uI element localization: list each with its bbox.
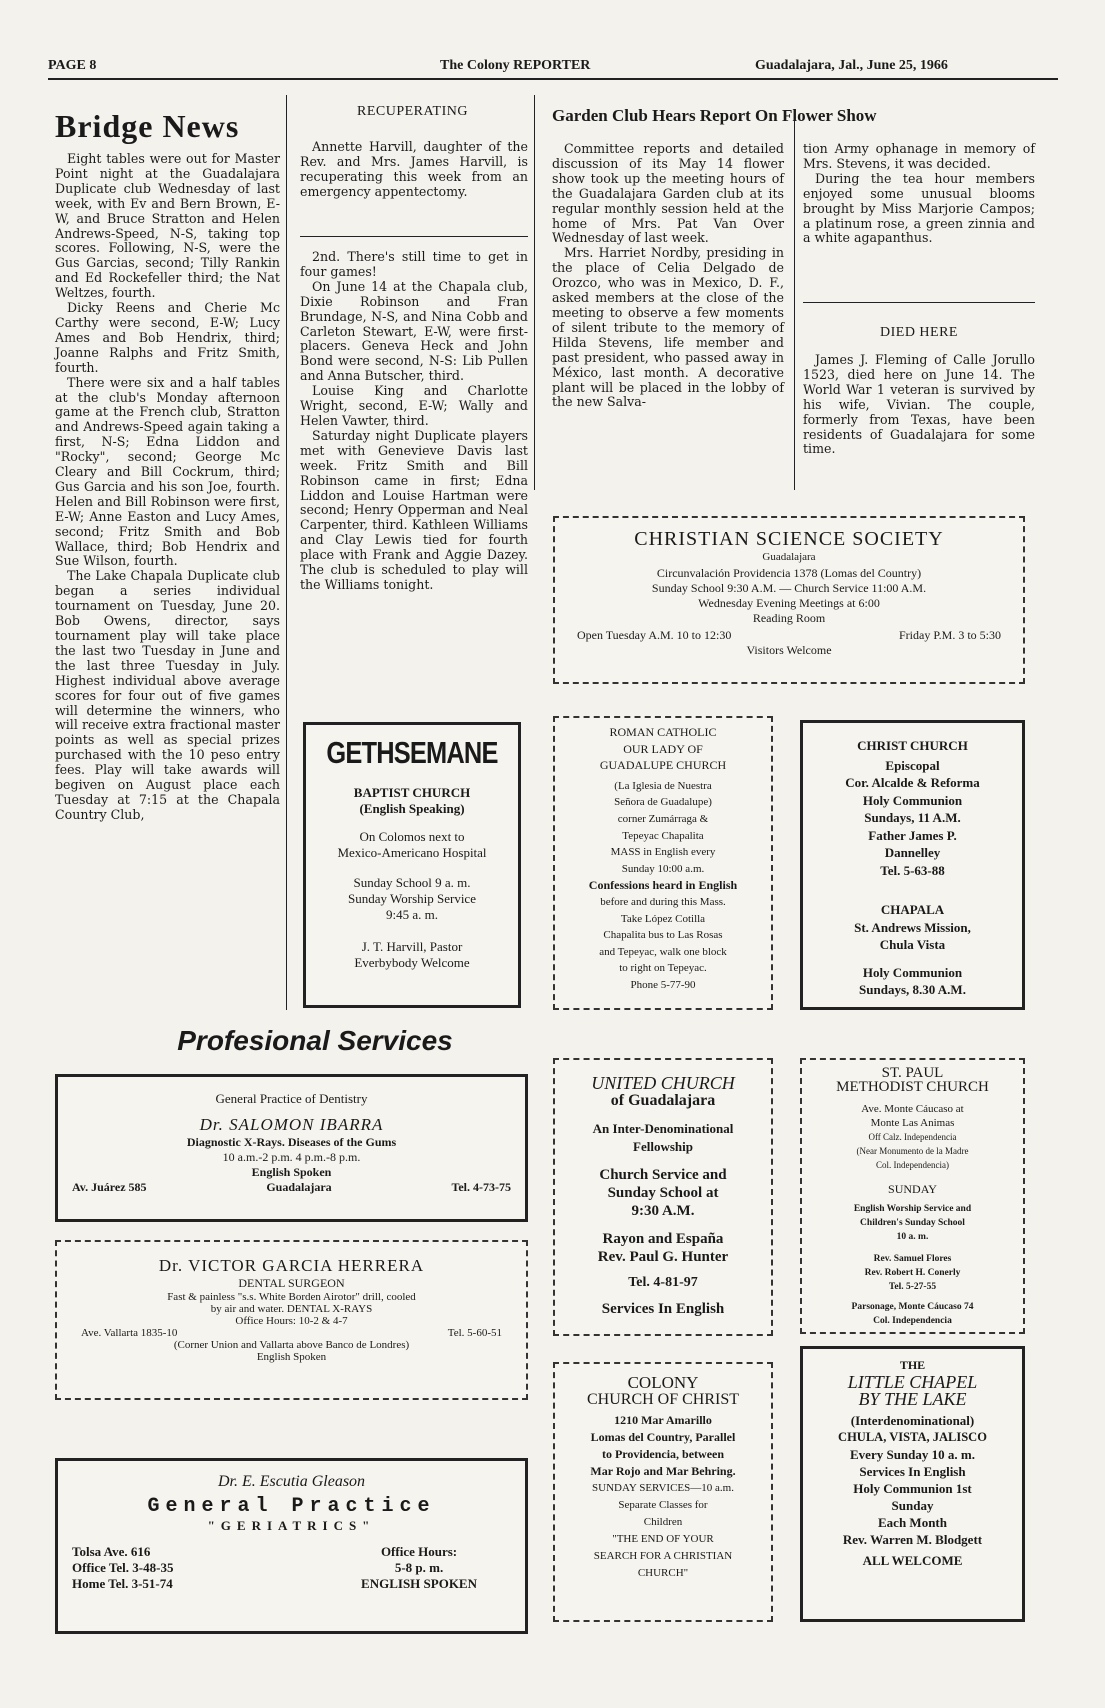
paragraph: The Lake Chapala Duplicate club began a series individual tournament on Tuesday, June 20. Bob Owens, director, says tournament play will take place the last two Tuesday in June and the last three Tuesday in July. Highest individual above average scores for four out of five games will determine the winners, who will receive extra fractional master points as well as special prizes purchased with the 10 peso entry fees. Play will take awards will begiven on August place each Tuesday at 7:15 at the Chapala Country Club, [55,568,280,822]
ad-line: SUNDAY [888,1182,937,1196]
ad-line: by air and water. DENTAL X-RAYS [210,1303,373,1315]
ad-line: CHRIST CHURCH [857,738,968,753]
ad-line: Episcopal [885,757,940,773]
died-here-title: DIED HERE [880,325,958,340]
paragraph: Mrs. Harriet Nordby, presiding in the place of Celia Delgado de Orozco, who was in Mexico, D. F., asked members at the close of the meeting to observe a few moments of silent tribute to the memory of Hilda Stevens, life member and past president, who passed away in México, last month. A decorative plant will be placed in the lobby of the new Salva- [552,245,784,410]
ad-line: Services In English [859,1464,966,1479]
ad-line: Phone 5-77-90 [630,978,696,991]
ad-line: Children [643,1516,683,1528]
ad-hours: 5-8 p. m. [394,1560,444,1575]
paragraph: 2nd. There's still time to get in four games! [300,249,528,279]
paragraph: James J. Fleming of Calle Jorullo 1523, died here on June 14. The World War 1 veteran is survived by his wife, Vivian. The couple, formerly from Texas, have been residents of Guadalajara for some time. [803,352,1035,457]
paragraph: Committee reports and detailed discussion of its May 14 flower show took up the meeting hours of the Guadalajara Garden club at its regular monthly session held at the home of Mrs. Pat Van Over Wednesday of last week. [552,141,784,246]
christ-church-ad [800,720,1025,1010]
ad-line: METHODIST CHURCH [836,1079,989,1095]
ad-line: Father James P. [868,827,957,843]
ad-line: and Tepeyac, walk one block [599,945,727,958]
ad-line: Holy Communion [862,964,963,980]
gethsemane-ad [303,722,521,1008]
ad-line: to right on Tepeyac. [619,962,707,975]
ad-line: THE [899,1358,926,1372]
divider [803,302,1035,303]
header-rule [48,78,1058,80]
ad-line: DENTAL SURGEON [238,1276,345,1290]
bridge-continued [300,250,528,593]
ad-line: Rev. Warren M. Blodgett [842,1532,983,1547]
ad-line: Fellowship [633,1139,693,1154]
little-chapel-ad [800,1346,1025,1622]
ad-line: Rev. Samuel Flores [873,1254,952,1264]
ad-line: (Near Monumento de la Madre [856,1146,969,1156]
ad-line: Monte Las Animas [870,1117,955,1129]
garden-club-body-col1 [552,142,784,410]
dateline: Guadalajara, Jal., June 25, 1966 [755,58,948,73]
ad-line: 9:30 A.M. [631,1203,695,1219]
ad-visitors: Visitors Welcome [746,643,832,657]
ad-line: corner Zumárraga & [617,812,709,825]
died-here-body [803,353,1035,457]
ad-schedule: Sunday School 9 a. m. [353,875,471,890]
ad-line: Each Month [878,1515,947,1530]
ad-phone: Tel. 4-73-75 [451,1180,511,1194]
ad-line: CHURCH OF CHRIST [586,1391,740,1408]
ad-line: 10 a.m.-2 p.m. 4 p.m.-8 p.m. [222,1150,361,1164]
paragraph: Eight tables were out for Master Point night at the Guadalajara Duplicate club Wednesday of last week, with Ev and Bern Brown, E-W, and Bruce Stratton and Helen Andrews-Speed, N-S, taking top scores. Following, N-S, were the Gus Garcias, second; Tilly Rankin and Ed Rockefeller third; the Nat Weltzes, fourth. [55,151,280,301]
ad-line: Cor. Alcalde & Reforma [845,775,980,790]
ad-doctor: Dr. VICTOR GARCIA HERRERA [158,1256,425,1275]
ad-line: Chapalita bus to Las Rosas [603,929,723,942]
escutia-ad [55,1458,528,1634]
ad-line: Every Sunday 10 a. m. [850,1447,975,1462]
ad-line: LITTLE CHAPEL [847,1372,978,1392]
dentistry-ad [55,1074,528,1222]
ad-line: Holy Communion [862,792,963,808]
ad-line: "GERIATRICS" [207,1518,376,1533]
column-rule [794,120,795,490]
ad-phone: Tel. 5-27-55 [888,1282,937,1292]
ad-line: Mar Rojo and Mar Behring. [590,1464,736,1478]
ad-line: "THE END OF YOUR [612,1533,714,1545]
ad-address: Tolsa Ave. 616 [72,1544,151,1559]
paragraph: tion Army ophanage in memory of Mrs. Stevens, it was decided. [803,141,1035,171]
ad-location: On Colomos next to [359,829,465,844]
ad-line: OUR LADY OF [623,741,703,756]
garden-club-body-col2 [803,142,1035,246]
ad-line: English Spoken [251,1165,332,1179]
paragraph: Saturday night Duplicate players met with Genevieve Davis last week. Fritz Smith and Bill Robinson came in first; Edna Liddon and Louise Hartman were second; Henry Opperman and Neal Carpenter, third. Kathleen Williams and Clay Lewis tied for fourth place with Frank and Aggie Dazey. The club is scheduled to play will the Williams tonight. [300,427,528,592]
ad-phone: Tel. 4-81-97 [628,1275,698,1290]
ad-line: Separate Classes for [618,1499,708,1511]
ad-line: ST. PAUL [881,1065,944,1081]
ad-pastor: J. T. Harvill, Pastor [361,939,463,954]
ad-phone: Home Tel. 3-51-74 [72,1576,173,1591]
ad-doctor: Dr. E. Escutia Gleason [217,1473,366,1490]
ad-line: ENGLISH SPOKEN [361,1576,477,1591]
ad-line: Dannelley [884,845,941,860]
ad-welcome: Everbybody Welcome [354,955,470,970]
ad-line: Sunday [891,1498,934,1513]
recuperating-body [300,140,528,200]
ad-line: English Spoken [256,1351,327,1363]
ad-line: CHAPALA [880,902,945,917]
ad-line: SUNDAY SERVICES—10 a.m. [592,1482,734,1494]
ad-address: Av. Juárez 585 [72,1180,147,1194]
ad-title: GETHSEMANE [326,735,498,770]
page-number: PAGE 8 [48,58,97,73]
paragraph: There were six and a half tables at the club's Monday afternoon game at the French club, Stratton and Andrews-Speed again taking a first, N-S; Edna Liddon and "Rocky", second; George Mc Cleary and Bill Cockrum, third; Gus Garcia and his son Joe, fourth. Helen and Bill Robinson were first, E-W; Anne Easton and Lucy Ames, second; Fritz Smith and Bob Wallace, third; Bob Hendrix and Sue Wilson, fourth. [55,374,280,569]
paragraph: Dicky Reens and Cherie Mc Carthy were second, E-W; Lucy Ames and Bob Hendrix, third; Joanne Ralphs and Fritz Smith, fourth. [55,300,280,375]
ad-line: of Guadalajara [610,1092,716,1109]
ad-wednesday: Wednesday Evening Meetings at 6:00 [698,596,880,610]
bridge-news-title: Bridge News [55,108,240,144]
ad-line: Services In English [601,1301,725,1317]
ad-line: (Interdenominational) [850,1413,975,1428]
ad-phone: Office Tel. 3-48-35 [72,1560,174,1575]
ad-line: Fast & painless "s.s. White Borden Airotor" drill, cooled [167,1291,416,1303]
ad-line: before and during this Mass. [600,895,726,908]
ad-line: BY THE LAKE [858,1389,967,1409]
ad-open-tuesday: Open Tuesday A.M. 10 to 12:30 [577,628,732,642]
ad-schedule: Sunday Worship Service [348,891,476,906]
ad-city: Guadalajara [762,551,816,563]
ad-line: Off Calz. Independencia [868,1132,957,1142]
ad-line: Señora de Guadalupe) [614,796,712,809]
christian-science-ad [553,516,1025,684]
ad-line: General Practice [147,1495,436,1518]
ad-line: Ave. Monte Cáucaso at [861,1103,964,1115]
ad-line: Col. Independencia) [876,1160,949,1170]
ad-line: 1210 Mar Amarillo [614,1413,712,1427]
ad-line: ALL WELCOME [862,1553,963,1568]
ad-reading-room: Reading Room [752,611,826,625]
paragraph: Louise King and Charlotte Wright, second, E-W; Wally and Helen Vawter, third. [300,383,528,428]
methodist-church-ad [800,1058,1025,1334]
bridge-news-body [55,152,280,823]
catholic-church-ad [553,716,773,1010]
paragraph: During the tea hour members enjoyed some unusual blooms brought by Miss Marjorie Campos; a platinum rose, a green zinnia and a white agapanthus. [803,170,1035,246]
ad-line: Sunday School at [607,1185,719,1201]
ad-location: Mexico-Americano Hospital [337,845,487,860]
ad-line: 10 a. m. [896,1232,929,1242]
ad-line: Sundays, 11 A.M. [864,810,961,825]
ad-line: CHURCH" [637,1567,689,1579]
ad-line: Take López Cotilla [620,912,706,925]
ad-line: CHULA, VISTA, JALISCO [838,1430,987,1444]
divider [300,236,528,237]
ad-line: Sundays, 8.30 A.M. [859,982,966,997]
ad-line: Confessions heard in English [588,878,738,893]
ad-line: English Worship Service and [853,1204,972,1214]
ad-address: Ave. Vallarta 1835-10 [81,1327,178,1339]
ad-line: Rev. Paul G. Hunter [597,1249,729,1265]
ad-line: ROMAN CATHOLIC [609,725,717,739]
recuperating-title: RECUPERATING [356,104,468,119]
ad-city: Guadalajara [266,1180,332,1194]
paragraph: Annette Harvill, daughter of the Rev. and Mrs. James Harvill, is recuperating this week from an emergency appentectomy. [300,139,528,199]
colony-church-ad [553,1362,773,1622]
united-church-ad [553,1058,773,1336]
ad-line: Rev. Robert H. Conerly [864,1268,961,1278]
paper-name: The Colony REPORTER [440,58,591,73]
ad-line: Parsonage, Monte Cáucaso 74 [851,1302,974,1312]
ad-line: Tel. 5-63-88 [880,862,945,878]
ad-line: GUADALUPE CHURCH [599,758,727,773]
herrera-ad [55,1240,528,1400]
column-rule [286,95,287,1010]
ad-doctor: Dr. SALOMON IBARRA [199,1115,384,1134]
ad-line: Diagnostic X-Rays. Diseases of the Gums [186,1135,397,1149]
ad-line: Tepeyac Chapalita [622,829,704,842]
ad-line: SEARCH FOR A CHRISTIAN [593,1550,733,1562]
ad-open-friday: Friday P.M. 3 to 5:30 [898,628,1001,642]
ad-line: (Corner Union and Vallarta above Banco de Londres) [173,1339,410,1351]
ad-line: Church Service and [599,1167,727,1183]
ad-address: Circunvalación Providencia 1378 (Lomas del Country) [656,566,922,580]
ad-line: Holy Communion 1st [853,1481,972,1496]
ad-line: Col. Independencia [873,1316,952,1326]
ad-line: Rayon and España [602,1231,724,1247]
ad-church: BAPTIST CHURCH [353,785,471,800]
ad-sunday: Sunday School 9:30 A.M. — Church Service 11:00 A.M. [651,581,927,595]
ad-line: COLONY [627,1373,699,1392]
ad-title: CHRISTIAN SCIENCE SOCIETY [634,528,944,550]
garden-club-title: Garden Club Hears Report On Flower Show [552,106,877,125]
ad-line: Sunday 10:00 a.m. [621,862,705,875]
ad-line: Lomas del Country, Parallel [590,1430,736,1444]
ad-line: Children's Sunday School [860,1218,965,1228]
ad-hours: Office Hours: [380,1544,458,1559]
ad-line: UNITED CHURCH [591,1073,735,1093]
ad-line: to Providencia, between [601,1447,725,1461]
ad-phone: Tel. 5-60-51 [447,1327,502,1339]
paragraph: On June 14 at the Chapala club, Dixie Robinson and Fran Brundage, N-S, and Nina Cobb and Carleton Stewart, E-W, were first-placers. Geneva Heck and John Bond were second, N-S: Lib Pullen and Anna Butscher, third. [300,278,528,384]
services-title: Profesional Services [177,1025,453,1056]
ad-line: MASS in English every [610,846,716,859]
ad-line: St. Andrews Mission, [854,919,971,935]
ad-line: Office Hours: 10-2 & 4-7 [235,1315,348,1327]
ad-line: An Inter-Denominational [592,1121,734,1136]
column-rule [534,95,535,490]
ad-schedule: 9:45 a. m. [386,907,438,922]
ad-line: General Practice of Dentistry [215,1091,368,1106]
ad-line: Chula Vista [879,937,946,952]
ad-line: (La Iglesia de Nuestra [614,779,712,792]
ad-language: (English Speaking) [359,801,465,816]
